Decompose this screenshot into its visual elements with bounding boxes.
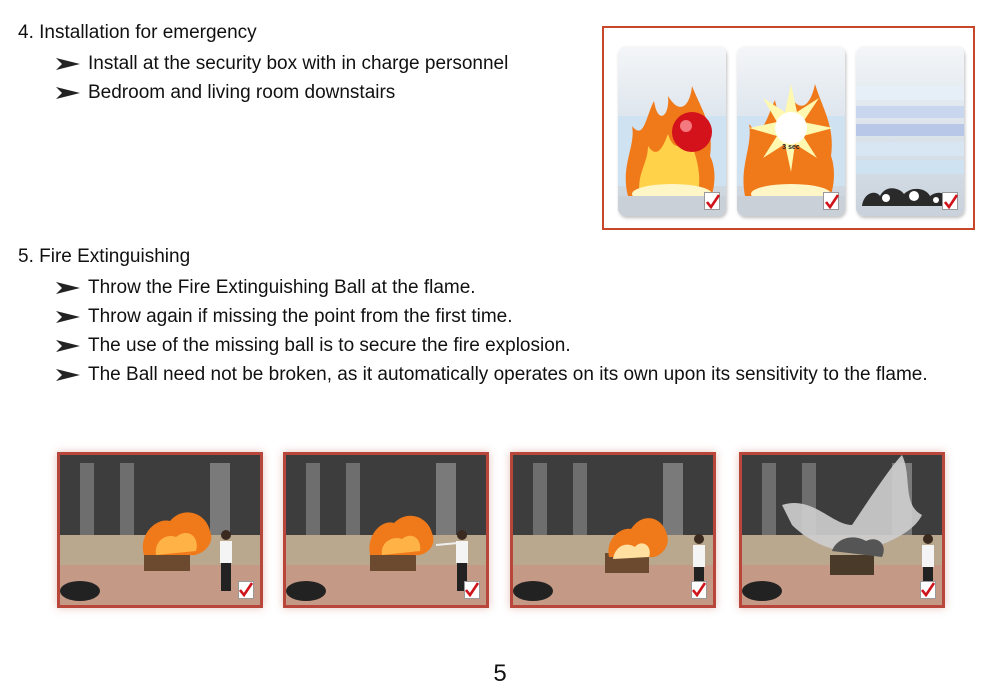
- list-item: [56, 78, 596, 107]
- check-mark-icon: [920, 581, 936, 599]
- ball-operation-diagram: [602, 26, 975, 230]
- list-item: [56, 360, 956, 389]
- check-mark-icon: [691, 581, 707, 599]
- arrow-bullet-icon: [56, 57, 80, 71]
- check-mark-icon: [704, 192, 720, 210]
- diagram-panel-explosion: [737, 46, 845, 216]
- section-5-list: [56, 273, 956, 389]
- list-item: [56, 273, 956, 302]
- arrow-bullet-icon: [56, 310, 80, 324]
- check-mark-icon: [942, 192, 958, 210]
- demo-photo-4-extinguished: [739, 452, 945, 608]
- ash-residue: [862, 188, 952, 206]
- bullet-text: Throw the Fire Extinguishing Ball at the flame.: [88, 277, 476, 298]
- check-mark-icon: [823, 192, 839, 210]
- check-mark-icon: [464, 581, 480, 599]
- fire-ball: [672, 112, 712, 152]
- demo-photo-1-fire: [57, 452, 263, 608]
- diagram-panel-ball-in-fire: [618, 46, 726, 216]
- bullet-text: The Ball need not be broken, as it automatically operates on its own upon its sensitivity to the flame.: [88, 364, 928, 385]
- list-item: [56, 49, 596, 78]
- bullet-text: The use of the missing ball is to secure the fire explosion.: [88, 335, 571, 356]
- bullet-text: Bedroom and living room downstairs: [88, 82, 396, 103]
- section-4-heading: 4. Installation for emergency: [18, 22, 257, 43]
- demo-photo-3-burst: [510, 452, 716, 608]
- section-5-heading: 5. Fire Extinguishing: [18, 246, 191, 267]
- list-item: [56, 302, 956, 331]
- section-4-list: [56, 49, 596, 107]
- arrow-bullet-icon: [56, 368, 80, 382]
- arrow-bullet-icon: [56, 86, 80, 100]
- demo-photo-2-throw: [283, 452, 489, 608]
- diagram-panel-extinguished: [856, 46, 964, 216]
- list-item: [56, 331, 956, 360]
- arrow-bullet-icon: [56, 339, 80, 353]
- bullet-text: Install at the security box with in charge personnel: [88, 53, 509, 74]
- arrow-bullet-icon: [56, 281, 80, 295]
- timer-label: 3 sec: [782, 144, 800, 151]
- page-number: 5: [493, 660, 507, 687]
- check-mark-icon: [238, 581, 254, 599]
- bullet-text: Throw again if missing the point from the first time.: [88, 306, 513, 327]
